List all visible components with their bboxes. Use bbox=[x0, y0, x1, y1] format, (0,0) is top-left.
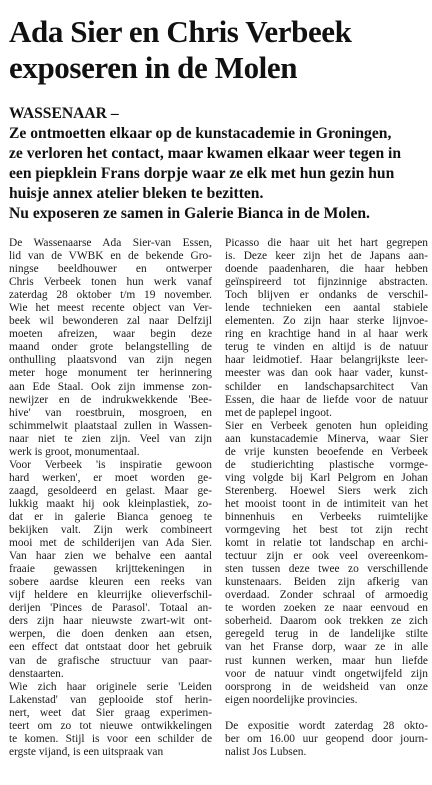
article-line: aan kunstacademie Minerva, waar Sier bbox=[225, 432, 428, 445]
article-line: oorsprong in de weidsheid van onze bbox=[225, 680, 428, 693]
article-line: lende technieken een aantal stabiele bbox=[225, 302, 428, 315]
article-line: rust kunnen werken, maar hun liefde bbox=[225, 654, 428, 667]
article-line: Sier en Verbeek genoten hun opleiding bbox=[225, 419, 428, 432]
article-line: voor de natuur vindt ongetwijfeld zijn bbox=[225, 667, 428, 680]
article-line: haar leidmotief. Haar belangrijkste leer- bbox=[225, 354, 428, 367]
article-line: schimmelwit plaatstaal zullen in Wassen- bbox=[9, 419, 212, 432]
article-line: nert, weet dat Sier graag experimen- bbox=[9, 706, 212, 719]
article-line: meter hoge monument ter herinnering bbox=[9, 367, 212, 380]
article-line: te worden zoeken ze naar eenvoud en bbox=[225, 602, 428, 615]
intro-line: Ze ontmoetten elkaar op de kunstacademie in Groningen, bbox=[9, 125, 392, 142]
article-line: geïnspireerd tot fijnzinnige abstracten. bbox=[225, 276, 428, 289]
article-line: De Wassenaarse Ada Sier-van Essen, bbox=[9, 237, 212, 249]
article-line: Wie zich haar originele serie 'Leiden bbox=[9, 680, 212, 693]
article-line: bekijken valt. Zijn werk combineert bbox=[9, 524, 212, 537]
article-line: beek wil bewonderen zal naar Delfzijl bbox=[9, 315, 212, 328]
article-line: mooi met de schilderijen van Ada Sier. bbox=[9, 537, 212, 550]
article-line: Wie het meest recente object van Ver- bbox=[9, 302, 212, 315]
article-line: Voor Verbeek 'is inspiratie gewoon bbox=[9, 458, 212, 471]
article-line: Lakenstad' van geplooide stof herin- bbox=[9, 693, 212, 706]
article-line: denstaarten. bbox=[9, 667, 64, 680]
article-line: de studierichting plastische vormge- bbox=[225, 458, 428, 471]
article-line: Sterenberg. Hoewel Siers werk zich bbox=[225, 484, 428, 497]
article-line: lukkig maakt hij ook kleinplastiek, zo- bbox=[9, 497, 212, 510]
article-line: sten tussen deze twee zo verschillende bbox=[225, 563, 428, 576]
article-line: binnenhuis en Verbeeks ruimtelijke bbox=[225, 510, 428, 523]
article-line: maand onder grote belangstelling de bbox=[9, 341, 212, 354]
article-line: eigen noordelijke provincies. bbox=[225, 693, 358, 706]
article-line: overdaad. Zonder schraal of armoedig bbox=[225, 589, 428, 602]
article-line: kunstenaars. Beiden zijn afkerig van bbox=[225, 576, 428, 589]
article-line bbox=[225, 707, 428, 720]
article-line: nalist Jos Lubsen. bbox=[225, 745, 307, 758]
article-line: Toch blijven er ondanks de verschil- bbox=[225, 289, 428, 302]
article-line: Van haar zien we behalve een aantal bbox=[9, 550, 212, 563]
article-line: ring en krachtige hand in al haar werk bbox=[225, 328, 428, 341]
headline-line-2: exposeren in de Molen bbox=[9, 50, 298, 85]
intro-line: Nu exposeren ze samen in Galerie Bianca in de Molen. bbox=[9, 205, 370, 222]
article-line: te komen. Stijl is voor een schilder de bbox=[9, 732, 212, 745]
article-line: Picasso die haar uit het hart gegrepen bbox=[225, 237, 428, 249]
article-line: zaagd, gesoldeerd en gelast. Maar ge- bbox=[9, 484, 212, 497]
article-column-right bbox=[225, 237, 428, 759]
article-line: lid van de VWBK en de bekende Gro- bbox=[9, 250, 212, 263]
article-line: geregeld terug in de landelijke stilte bbox=[225, 628, 428, 641]
article-line: ergste vijand, is een uitspraak van bbox=[9, 745, 164, 758]
article-line: werk is groot, monumentaal. bbox=[9, 445, 140, 458]
article-line: sobere aardse kleuren een reeks van bbox=[9, 576, 212, 589]
article-line: Chris Verbeek tonen hun werk vanaf bbox=[9, 276, 212, 289]
article-line: onthulling plaatsvond van zijn negen bbox=[9, 354, 212, 367]
article-line: newijzer en de indrukwekkende 'Bee- bbox=[9, 393, 212, 406]
article-line: fraaie gewassen krijttekeningen in bbox=[9, 563, 212, 576]
article-line: vijf heldere en kleurrijke olieverfschil- bbox=[9, 589, 212, 602]
article-line: werpen, die doen denken aan etsen, bbox=[9, 628, 212, 641]
article-line: naar niet te zien zijn. Veel van zijn bbox=[9, 432, 212, 445]
article-line: hard werken', er moet worden ge- bbox=[9, 471, 212, 484]
article-line: soberheid. Daarom ook trekken ze zich bbox=[225, 615, 428, 628]
article-line: moeten afreizen, waar begin deze bbox=[9, 328, 212, 341]
article-line: een effect dat ontstaat door het gebruik bbox=[9, 641, 212, 654]
article-line: tectuur zijn er ook veel overeenkom- bbox=[225, 550, 428, 563]
article-line: met de paplepel ingoot. bbox=[225, 406, 332, 419]
article-line: De expositie wordt zaterdag 28 okto- bbox=[225, 719, 428, 732]
article-line: dat er in galerie Bianca genoeg te bbox=[9, 510, 212, 523]
intro-line: huisje annex atelier bleken te bezitten. bbox=[9, 185, 264, 202]
article-line: derijen 'Pinces de Parasol'. Totaal an- bbox=[9, 602, 212, 615]
article-line: Essen, die haar de liefde voor de natuur bbox=[225, 393, 428, 406]
article-column-left bbox=[9, 237, 212, 759]
article-line: aan Ede Staal. Ook zijn immense zon- bbox=[9, 380, 212, 393]
article-line: terug te vinden en altijd is de natuur bbox=[225, 341, 428, 354]
article-line: zaterdag 28 oktober t/m 19 november. bbox=[9, 289, 212, 302]
article-line: doende paadenharen, die haar hebben bbox=[225, 263, 428, 276]
article-line: het mooist toont in de intimiteit van het bbox=[225, 497, 428, 510]
article-line: ningse beeldhouwer en ontwerper bbox=[9, 263, 212, 276]
intro-line: ze verloren het contact, maar kwamen elkaar weer tegen in bbox=[9, 145, 402, 162]
headline-line-1: Ada Sier en Chris Verbeek bbox=[9, 14, 352, 49]
intro-line: een piepklein Frans dorpje waar ze elk met hun gezin hun bbox=[9, 165, 395, 182]
article-line: is. Deze keer zijn het de Japans aan- bbox=[225, 250, 428, 263]
article-line: elementen. Zo zijn haar sterke lijnvoe- bbox=[225, 315, 428, 328]
article-line: vormgeving het best tot zijn recht bbox=[225, 524, 428, 537]
article-line: ders zijn haar nieuwste zwart-wit ont- bbox=[9, 615, 212, 628]
article-line: meester was dan ook haar vader, kunst- bbox=[225, 367, 428, 380]
article-line: komt in relatie tot landschap en archi- bbox=[225, 537, 428, 550]
article-line: van de grafische structuur van paar- bbox=[9, 654, 212, 667]
article-line: ber om 16.00 uur geopend door journ- bbox=[225, 732, 428, 745]
article-line: van het Franse dorp, waar ze in alle bbox=[225, 641, 428, 654]
article-line: de vrije kunsten beoefende en Verbeek bbox=[225, 445, 428, 458]
intro-lead bbox=[9, 104, 429, 224]
article-line: hive' van roestbruin, mosgroen, en bbox=[9, 406, 212, 419]
headline bbox=[9, 14, 429, 86]
article-line: schilder en landschapsarchitect Van bbox=[225, 380, 428, 393]
dateline: WASSENAAR – bbox=[9, 105, 119, 122]
article-line: teert om zo tot nieuwe ontwikkelingen bbox=[9, 719, 212, 732]
article-line: ving volgde bij Karl Pelgrom en Johan bbox=[225, 471, 428, 484]
